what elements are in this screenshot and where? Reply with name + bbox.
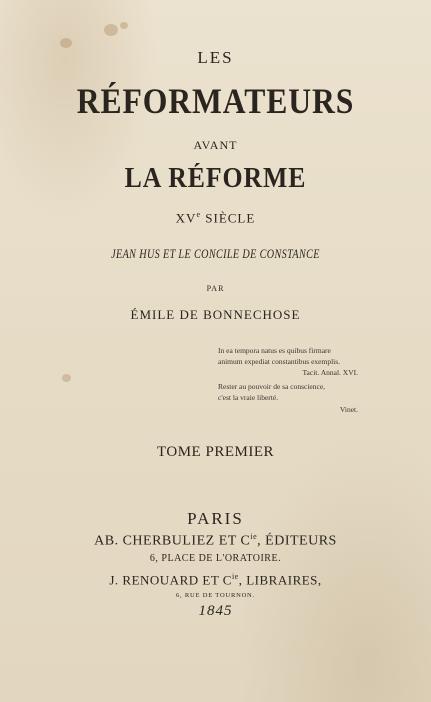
main-title: RÉFORMATEURS <box>76 81 355 121</box>
by-line: PAR <box>206 284 225 293</box>
author-name: ÉMILE DE BONNECHOSE <box>130 307 301 322</box>
foxing-spot <box>104 24 118 36</box>
foxing-spot <box>62 374 71 382</box>
bookseller-address: 6, RUE DE TOURNON. <box>176 592 255 599</box>
imprint-city: PARIS <box>187 509 244 528</box>
epigraph-line: Rester au pouvoir de sa conscience, <box>218 382 326 391</box>
epigraph-line: animum expediat constantibus exemplis. <box>218 357 341 366</box>
epigraph-line: In ea tempora natus es quibus firmare <box>218 346 331 355</box>
epigraph-attribution: Vinet. <box>339 405 358 414</box>
title-avant: AVANT <box>193 138 238 152</box>
publisher-name: AB. CHERBULIEZ ET C <box>94 533 251 549</box>
bookseller-superscript: ie <box>231 572 239 581</box>
publisher-role: , ÉDITEURS <box>257 533 337 549</box>
foxing-spot <box>60 38 72 48</box>
publisher-superscript: ie <box>250 532 258 541</box>
title-les: LES <box>197 48 234 67</box>
bookseller-line <box>0 572 431 588</box>
subtitle: LA RÉFORME <box>124 163 307 194</box>
bookseller-name: J. RENOUARD ET C <box>109 572 232 588</box>
century-line <box>0 210 431 226</box>
bookseller-role: , LIBRAIRES, <box>238 572 322 588</box>
epigraph-attribution: Tacit. Annal. XVI. <box>302 368 358 377</box>
century-superscript: e <box>196 210 202 219</box>
century-word: SIÈCLE <box>205 210 256 226</box>
publisher-line <box>0 532 431 550</box>
epigraph-line: c'est la vraie liberté. <box>218 393 279 402</box>
foxing-spot <box>120 22 128 29</box>
century-number: XV <box>175 210 197 226</box>
publisher-address: 6, PLACE DE L'ORATOIRE. <box>149 553 282 564</box>
volume-label: TOME PREMIER <box>157 444 274 460</box>
publication-year: 1845 <box>198 603 233 619</box>
topic-line: JEAN HUS ET LE CONCILE DE CONSTANCE <box>111 246 320 261</box>
